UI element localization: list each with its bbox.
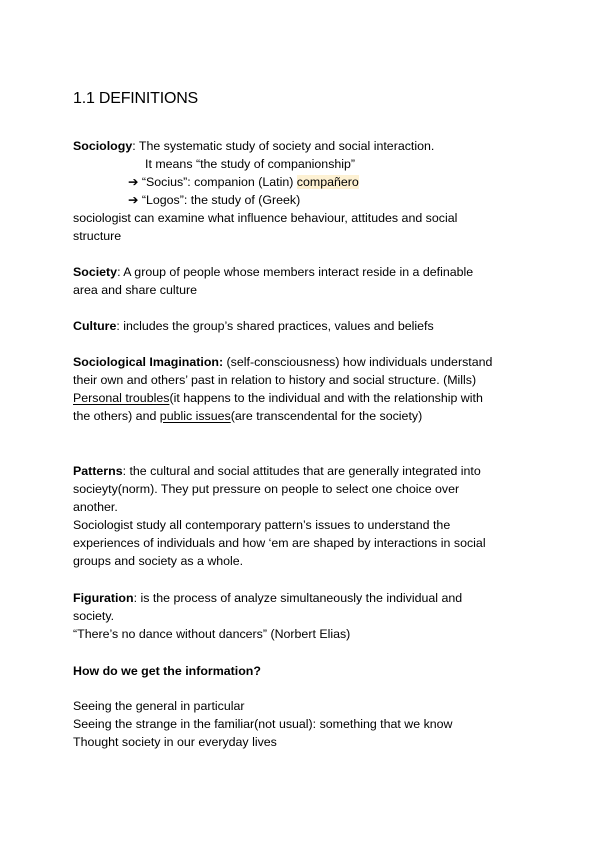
imagination-definition: Sociological Imagination: (self-consciousness) how individuals understand bbox=[73, 355, 493, 369]
imagination-term: Sociological Imagination: bbox=[73, 355, 224, 369]
highlighted-word: compañero bbox=[296, 175, 359, 189]
patterns-line-5: experiences of individuals and how ‘em are shaped by interactions in social bbox=[73, 536, 486, 550]
socius-bullet: ➔ “Socius”: companion (Latin) compañero bbox=[128, 175, 359, 189]
society-definition-cont: area and share culture bbox=[73, 283, 197, 297]
imagination-line-3: Personal troubles(it happens to the individual and with the relationship with bbox=[73, 391, 483, 405]
sociology-meaning: It means “the study of companionship” bbox=[145, 157, 356, 171]
patterns-definition: Patterns: the cultural and social attitudes that are generally integrated into bbox=[73, 464, 481, 478]
info-line-3: Thought society in our everyday lives bbox=[73, 735, 277, 749]
culture-term: Culture bbox=[73, 319, 117, 333]
info-question: How do we get the information? bbox=[73, 664, 261, 678]
patterns-line-3: another. bbox=[73, 500, 118, 514]
figuration-line-2: society. bbox=[73, 609, 115, 623]
info-line-2: Seeing the strange in the familiar(not usual): something that we know bbox=[73, 717, 453, 731]
public-issues: public issues bbox=[159, 409, 231, 423]
figuration-term: Figuration bbox=[73, 591, 134, 605]
society-definition: Society: A group of people whose members interact reside in a definable bbox=[73, 265, 474, 279]
logos-bullet: ➔ “Logos”: the study of (Greek) bbox=[128, 193, 301, 207]
sociology-term: Sociology bbox=[73, 139, 133, 153]
culture-definition: Culture: includes the group’s shared practices, values and beliefs bbox=[73, 319, 434, 333]
imagination-line-2: their own and others’ past in relation to history and social structure. (Mills) bbox=[73, 373, 477, 387]
arrow-icon: ➔ bbox=[128, 193, 139, 207]
figuration-definition: Figuration: is the process of analyze simultaneously the individual and bbox=[73, 591, 463, 605]
patterns-term: Patterns bbox=[73, 464, 123, 478]
figuration-quote: “There’s no dance without dancers” (Norbert Elias) bbox=[73, 627, 351, 641]
info-line-1: Seeing the general in particular bbox=[73, 699, 245, 713]
arrow-icon: ➔ bbox=[128, 175, 139, 189]
patterns-line-2: socieyty(norm). They put pressure on people to select one choice over bbox=[73, 482, 460, 496]
page-title: 1.1 DEFINITIONS bbox=[73, 90, 199, 107]
society-term: Society bbox=[73, 265, 118, 279]
patterns-line-6: groups and society as a whole. bbox=[73, 554, 244, 568]
patterns-line-4: Sociologist study all contemporary pattern’s issues to understand the bbox=[73, 518, 451, 532]
imagination-line-4: the others) and public issues(are transcendental for the society) bbox=[73, 409, 423, 423]
personal-troubles: Personal troubles bbox=[73, 391, 170, 405]
sociology-definition: Sociology: The systematic study of society and social interaction. bbox=[73, 139, 435, 153]
sociology-note-cont: structure bbox=[73, 229, 122, 243]
sociology-note: sociologist can examine what influence behaviour, attitudes and social bbox=[73, 211, 458, 225]
